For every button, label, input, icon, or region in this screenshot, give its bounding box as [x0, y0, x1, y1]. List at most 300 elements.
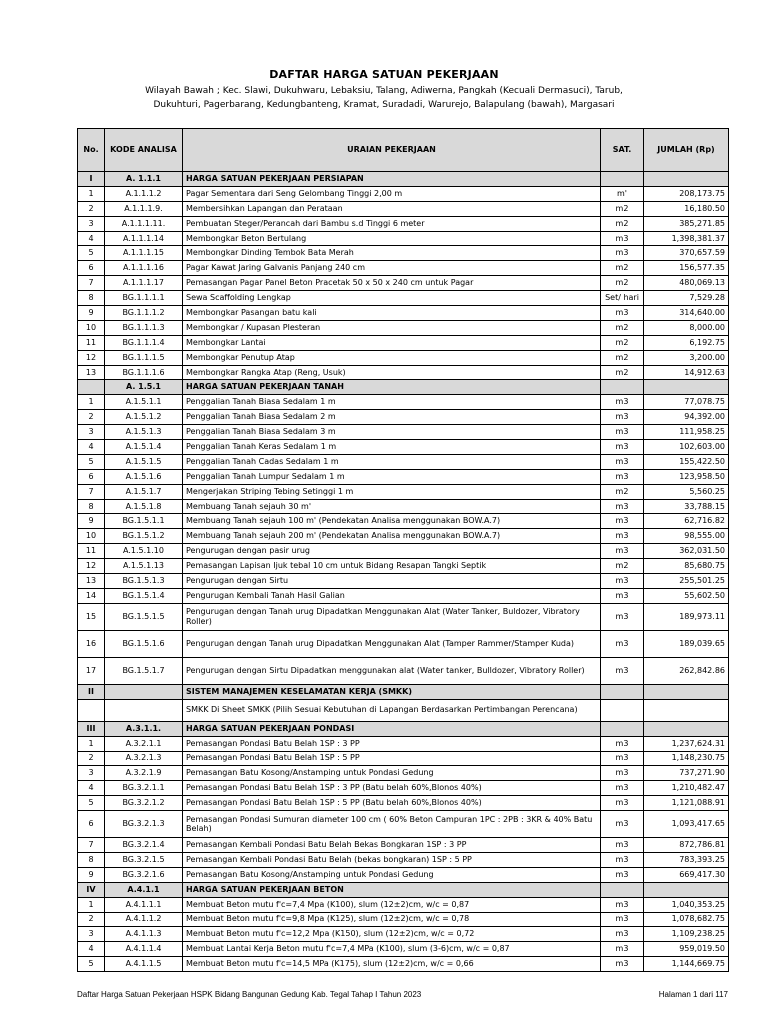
cell-no: 13	[78, 365, 105, 380]
cell-unit: m3	[601, 603, 644, 630]
cell-amount: 1,398,381.37	[644, 231, 729, 246]
cell-code: A.1.5.1.13	[105, 559, 183, 574]
cell-unit: m3	[601, 927, 644, 942]
cell-code: BG.1.5.1.4	[105, 588, 183, 603]
cell-desc: Membuat Beton mutu f'c=7,4 Mpa (K100), slum (12±2)cm, w/c = 0,87	[183, 897, 601, 912]
cell-desc: Pemasangan Pondasi Sumuran diameter 100 cm ( 60% Beton Campuran 1PC : 2PB : 3KR & 40% Batu Belah)	[183, 811, 601, 838]
cell-amount: 1,040,353.25	[644, 897, 729, 912]
cell-desc: Membersihkan Lapangan dan Perataan	[183, 201, 601, 216]
cell-amount: 783,393.25	[644, 852, 729, 867]
table-row	[78, 559, 729, 574]
cell-unit: m3	[601, 306, 644, 321]
cell-amount: 155,422.50	[644, 454, 729, 469]
cell-desc: Pemasangan Kembali Pondasi Batu Belah Bekas Bongkaran 1SP : 3 PP	[183, 838, 601, 853]
cell-code: BG.3.2.1.3	[105, 811, 183, 838]
table-row	[78, 699, 729, 721]
cell-code: BG.1.5.1.2	[105, 529, 183, 544]
table-row	[78, 499, 729, 514]
cell-unit: m3	[601, 425, 644, 440]
table-row	[78, 927, 729, 942]
cell-desc: Pemasangan Pondasi Batu Belah 1SP : 5 PP	[183, 751, 601, 766]
table-row	[78, 365, 729, 380]
cell-amount: 314,640.00	[644, 306, 729, 321]
cell-code	[105, 684, 183, 699]
cell-code: BG.1.1.1.3	[105, 320, 183, 335]
cell-code: BG.1.5.1.1	[105, 514, 183, 529]
cell-code: A.1.5.1.10	[105, 544, 183, 559]
cell-amount: 94,392.00	[644, 410, 729, 425]
cell-desc: Pemasangan Batu Kosong/Anstamping untuk Pondasi Gedung	[183, 867, 601, 882]
cell-desc: Membuang Tanah sejauh 100 m' (Pendekatan Analisa menggunakan BOW.A.7)	[183, 514, 601, 529]
cell-unit: Set/ hari	[601, 291, 644, 306]
cell-unit: m3	[601, 942, 644, 957]
cell-amount: 385,271.85	[644, 216, 729, 231]
cell-no: 2	[78, 912, 105, 927]
cell-amount: 62,716.82	[644, 514, 729, 529]
cell-code: BG.1.1.1.5	[105, 350, 183, 365]
cell-code: A.4.1.1.1	[105, 897, 183, 912]
section-row	[78, 380, 729, 395]
cell-desc: HARGA SATUAN PEKERJAAN PONDASI	[183, 721, 601, 736]
cell-code: A.1.5.1.3	[105, 425, 183, 440]
cell-desc: Penggalian Tanah Lumpur Sedalam 1 m	[183, 469, 601, 484]
cell-no: 5	[78, 454, 105, 469]
cell-desc: Pembuatan Steger/Perancah dari Bambu s.d Tinggi 6 meter	[183, 216, 601, 231]
cell-amount	[644, 172, 729, 187]
cell-unit: m2	[601, 320, 644, 335]
table-row	[78, 912, 729, 927]
cell-desc: Membuang Tanah sejauh 200 m' (Pendekatan Analisa menggunakan BOW.A.7)	[183, 529, 601, 544]
cell-code: BG.1.5.1.3	[105, 574, 183, 589]
cell-code: A.1.5.1.1	[105, 395, 183, 410]
table-row	[78, 867, 729, 882]
table-row	[78, 897, 729, 912]
cell-unit: m3	[601, 781, 644, 796]
table-row	[78, 216, 729, 231]
cell-desc: Sewa Scaffolding Lengkap	[183, 291, 601, 306]
document-title: DAFTAR HARGA SATUAN PEKERJAAN	[269, 68, 499, 81]
region-line-1: Wilayah Bawah ; Kec. Slawi, Dukuhwaru, Lebaksiu, Talang, Adiwerna, Pangkah (Kecuali Dermasuci), Tarub,	[145, 86, 623, 96]
cell-code: A.3.1.1.	[105, 721, 183, 736]
cell-code: A.4.1.1.3	[105, 927, 183, 942]
table-row	[78, 657, 729, 684]
cell-desc: Pengurugan Kembali Tanah Hasil Galian	[183, 588, 601, 603]
cell-unit: m2	[601, 261, 644, 276]
cell-no: I	[78, 172, 105, 187]
table-row	[78, 942, 729, 957]
cell-no: 11	[78, 335, 105, 350]
cell-code: A.1.1.1.9.	[105, 201, 183, 216]
cell-no: 5	[78, 796, 105, 811]
cell-no: 9	[78, 867, 105, 882]
cell-code: BG.3.2.1.1	[105, 781, 183, 796]
cell-code: BG.3.2.1.6	[105, 867, 183, 882]
cell-unit	[601, 882, 644, 897]
cell-code: BG.1.1.1.2	[105, 306, 183, 321]
cell-no: 4	[78, 231, 105, 246]
price-table	[77, 128, 729, 972]
cell-code: BG.1.5.1.6	[105, 630, 183, 657]
table-row	[78, 852, 729, 867]
table-row	[78, 603, 729, 630]
cell-unit: m3	[601, 469, 644, 484]
cell-unit	[601, 172, 644, 187]
cell-code: A.3.2.1.3	[105, 751, 183, 766]
cell-amount: 959,019.50	[644, 942, 729, 957]
cell-unit: m3	[601, 751, 644, 766]
cell-desc: Pagar Kawat Jaring Galvanis Panjang 240 cm	[183, 261, 601, 276]
cell-desc: Membongkar / Kupasan Plesteran	[183, 320, 601, 335]
cell-no	[78, 699, 105, 721]
cell-desc: Pemasangan Pondasi Batu Belah 1SP : 3 PP	[183, 736, 601, 751]
section-row	[78, 684, 729, 699]
cell-unit: m3	[601, 838, 644, 853]
cell-no: 7	[78, 484, 105, 499]
table-row	[78, 514, 729, 529]
table-row	[78, 335, 729, 350]
cell-code	[105, 699, 183, 721]
cell-no: 4	[78, 942, 105, 957]
section-row	[78, 172, 729, 187]
cell-desc: Pagar Sementara dari Seng Gelombang Tinggi 2,00 m	[183, 186, 601, 201]
cell-unit: m3	[601, 811, 644, 838]
cell-desc: Membuat Beton mutu f'c=12,2 Mpa (K150), slum (12±2)cm, w/c = 0,72	[183, 927, 601, 942]
cell-amount: 189,039.65	[644, 630, 729, 657]
cell-amount: 14,912.63	[644, 365, 729, 380]
cell-code: BG.3.2.1.2	[105, 796, 183, 811]
cell-code: A.1.5.1.2	[105, 410, 183, 425]
cell-unit: m3	[601, 529, 644, 544]
cell-amount: 1,078,682.75	[644, 912, 729, 927]
cell-amount: 77,078.75	[644, 395, 729, 410]
cell-no: 7	[78, 838, 105, 853]
cell-unit: m'	[601, 186, 644, 201]
column-header-unit: SAT.	[601, 129, 644, 172]
page-number: Halaman 1 dari 117	[658, 990, 728, 999]
cell-desc: Penggalian Tanah Cadas Sedalam 1 m	[183, 454, 601, 469]
cell-desc: Penggalian Tanah Biasa Sedalam 2 m	[183, 410, 601, 425]
cell-no: 14	[78, 588, 105, 603]
cell-desc: Membuang Tanah sejauh 30 m'	[183, 499, 601, 514]
cell-no: 3	[78, 425, 105, 440]
cell-desc: Membongkar Pasangan batu kali	[183, 306, 601, 321]
cell-desc: Pengurugan dengan Sirtu	[183, 574, 601, 589]
cell-no: 16	[78, 630, 105, 657]
table-row	[78, 395, 729, 410]
table-row	[78, 736, 729, 751]
cell-unit: m3	[601, 454, 644, 469]
table-header-row	[78, 129, 729, 172]
cell-amount: 669,417.30	[644, 867, 729, 882]
cell-unit: m3	[601, 588, 644, 603]
cell-no: 15	[78, 603, 105, 630]
cell-amount: 7,529.28	[644, 291, 729, 306]
table-row	[78, 529, 729, 544]
cell-no: 10	[78, 320, 105, 335]
cell-code: BG.1.1.1.6	[105, 365, 183, 380]
cell-amount: 98,555.00	[644, 529, 729, 544]
cell-amount: 1,093,417.65	[644, 811, 729, 838]
cell-desc: Membuat Lantai Kerja Beton mutu f'c=7,4 MPa (K100), slum (3-6)cm, w/c = 0,87	[183, 942, 601, 957]
table-row	[78, 454, 729, 469]
table-row	[78, 838, 729, 853]
table-row	[78, 291, 729, 306]
cell-amount: 111,958.25	[644, 425, 729, 440]
cell-unit: m3	[601, 410, 644, 425]
cell-desc: Membongkar Penutup Atap	[183, 350, 601, 365]
cell-desc: Pemasangan Pondasi Batu Belah 1SP : 5 PP (Batu belah 60%,Blonos 40%)	[183, 796, 601, 811]
cell-desc: Membuat Beton mutu f'c=14,5 MPa (K175), slum (12±2)cm, w/c = 0,66	[183, 957, 601, 972]
cell-code: A. 1.1.1	[105, 172, 183, 187]
cell-desc: Membongkar Rangka Atap (Reng, Usuk)	[183, 365, 601, 380]
cell-unit: m2	[601, 484, 644, 499]
cell-no: 2	[78, 201, 105, 216]
cell-amount: 1,148,230.75	[644, 751, 729, 766]
cell-unit: m2	[601, 201, 644, 216]
cell-no: 12	[78, 350, 105, 365]
table-row	[78, 276, 729, 291]
cell-code: A.1.5.1.4	[105, 440, 183, 455]
cell-desc: Membongkar Lantai	[183, 335, 601, 350]
cell-no: 2	[78, 751, 105, 766]
cell-amount: 8,000.00	[644, 320, 729, 335]
cell-unit: m3	[601, 736, 644, 751]
table-row	[78, 781, 729, 796]
cell-code: BG.3.2.1.4	[105, 838, 183, 853]
cell-unit: m2	[601, 335, 644, 350]
cell-amount: 156,577.35	[644, 261, 729, 276]
cell-unit: m3	[601, 867, 644, 882]
table-row	[78, 201, 729, 216]
cell-code: A. 1.5.1	[105, 380, 183, 395]
region-line-2: Dukuhturi, Pagerbarang, Kedungbanteng, Kramat, Suradadi, Warurejo, Balapulang (bawah), Margasari	[153, 100, 615, 110]
cell-unit	[601, 721, 644, 736]
cell-amount: 33,788.15	[644, 499, 729, 514]
column-header-desc: URAIAN PEKERJAAN	[183, 129, 601, 172]
table-row	[78, 574, 729, 589]
cell-no: II	[78, 684, 105, 699]
cell-unit: m3	[601, 231, 644, 246]
cell-code: A.4.1.1.4	[105, 942, 183, 957]
cell-no: 3	[78, 216, 105, 231]
cell-amount: 872,786.81	[644, 838, 729, 853]
cell-desc: SMKK Di Sheet SMKK (Pilih Sesuai Kebutuhan di Lapangan Berdasarkan Pertimbangan Perencana)	[183, 699, 601, 721]
cell-amount: 362,031.50	[644, 544, 729, 559]
cell-desc: Penggalian Tanah Biasa Sedalam 3 m	[183, 425, 601, 440]
cell-code: BG.1.5.1.5	[105, 603, 183, 630]
cell-unit: m3	[601, 246, 644, 261]
table-body	[78, 172, 729, 972]
cell-amount: 208,173.75	[644, 186, 729, 201]
cell-desc: Pemasangan Pondasi Batu Belah 1SP : 3 PP (Batu belah 60%,Blonos 40%)	[183, 781, 601, 796]
section-row	[78, 882, 729, 897]
cell-no: 4	[78, 440, 105, 455]
cell-unit: m2	[601, 365, 644, 380]
cell-code: A.4.1.1.2	[105, 912, 183, 927]
cell-code: A.1.1.1.15	[105, 246, 183, 261]
cell-unit: m2	[601, 216, 644, 231]
cell-no: 12	[78, 559, 105, 574]
cell-unit: m2	[601, 559, 644, 574]
table-row	[78, 246, 729, 261]
cell-code: A.1.5.1.6	[105, 469, 183, 484]
cell-code: A.3.2.1.1	[105, 736, 183, 751]
cell-amount: 189,973.11	[644, 603, 729, 630]
cell-desc: Membongkar Dinding Tembok Bata Merah	[183, 246, 601, 261]
table-row	[78, 811, 729, 838]
table-row	[78, 588, 729, 603]
cell-no: 9	[78, 306, 105, 321]
cell-amount: 480,069.13	[644, 276, 729, 291]
cell-no: 1	[78, 736, 105, 751]
cell-code: A.3.2.1.9	[105, 766, 183, 781]
table-row	[78, 231, 729, 246]
table-row	[78, 630, 729, 657]
cell-amount	[644, 699, 729, 721]
cell-desc: Pemasangan Batu Kosong/Anstamping untuk Pondasi Gedung	[183, 766, 601, 781]
cell-amount: 55,602.50	[644, 588, 729, 603]
cell-unit: m3	[601, 912, 644, 927]
cell-code: A.1.5.1.7	[105, 484, 183, 499]
table-row	[78, 766, 729, 781]
cell-amount: 1,144,669.75	[644, 957, 729, 972]
cell-amount: 1,121,088.91	[644, 796, 729, 811]
cell-unit: m3	[601, 630, 644, 657]
cell-no	[78, 380, 105, 395]
cell-amount	[644, 684, 729, 699]
cell-unit: m3	[601, 766, 644, 781]
cell-no: 5	[78, 246, 105, 261]
cell-unit: m3	[601, 514, 644, 529]
cell-no: 2	[78, 410, 105, 425]
section-row	[78, 721, 729, 736]
cell-desc: Pengurugan dengan pasir urug	[183, 544, 601, 559]
cell-unit: m3	[601, 499, 644, 514]
cell-no: 1	[78, 186, 105, 201]
cell-amount: 262,842.86	[644, 657, 729, 684]
cell-no: 8	[78, 499, 105, 514]
cell-amount: 3,200.00	[644, 350, 729, 365]
cell-unit: m3	[601, 395, 644, 410]
table-row	[78, 957, 729, 972]
cell-unit: m2	[601, 276, 644, 291]
cell-unit	[601, 699, 644, 721]
cell-unit: m3	[601, 852, 644, 867]
table-row	[78, 469, 729, 484]
cell-code: BG.1.1.1.4	[105, 335, 183, 350]
cell-desc: SISTEM MANAJEMEN KESELAMATAN KERJA (SMKK)	[183, 684, 601, 699]
table-row	[78, 796, 729, 811]
cell-desc: Penggalian Tanah Keras Sedalam 1 m	[183, 440, 601, 455]
table-row	[78, 306, 729, 321]
cell-amount: 1,210,482.47	[644, 781, 729, 796]
cell-no: 13	[78, 574, 105, 589]
cell-amount: 255,501.25	[644, 574, 729, 589]
cell-desc: Pemasangan Kembali Pondasi Batu Belah (bekas bongkaran) 1SP : 5 PP	[183, 852, 601, 867]
cell-unit: m2	[601, 350, 644, 365]
table-row	[78, 751, 729, 766]
cell-desc: Mengerjakan Striping Tebing Setinggi 1 m	[183, 484, 601, 499]
cell-no: 5	[78, 957, 105, 972]
cell-desc: Pengurugan dengan Tanah urug Dipadatkan Menggunakan Alat (Water Tanker, Buldozer, Vibratory Roller)	[183, 603, 601, 630]
table-row	[78, 320, 729, 335]
cell-code: A.1.1.1.2	[105, 186, 183, 201]
cell-code: A.1.1.1.14	[105, 231, 183, 246]
cell-amount: 5,560.25	[644, 484, 729, 499]
cell-no: 8	[78, 291, 105, 306]
cell-no: 7	[78, 276, 105, 291]
cell-amount: 102,603.00	[644, 440, 729, 455]
column-header-no: No.	[78, 129, 105, 172]
cell-amount: 123,958.50	[644, 469, 729, 484]
cell-no: 3	[78, 766, 105, 781]
table-row	[78, 544, 729, 559]
cell-unit: m3	[601, 657, 644, 684]
cell-no: 17	[78, 657, 105, 684]
cell-no: 1	[78, 395, 105, 410]
cell-code: A.4.1.1	[105, 882, 183, 897]
cell-no: 11	[78, 544, 105, 559]
column-header-amount: JUMLAH (Rp)	[644, 129, 729, 172]
cell-no: 4	[78, 781, 105, 796]
cell-desc: Pengurugan dengan Sirtu Dipadatkan menggunakan alat (Water tanker, Bulldozer, Vibratory Roller)	[183, 657, 601, 684]
cell-desc: Pemasangan Lapisan Ijuk tebal 10 cm untuk Bidang Resapan Tangki Septik	[183, 559, 601, 574]
cell-amount	[644, 380, 729, 395]
cell-amount: 737,271.90	[644, 766, 729, 781]
cell-code: A.1.5.1.5	[105, 454, 183, 469]
cell-unit	[601, 380, 644, 395]
table-row	[78, 186, 729, 201]
cell-no: 8	[78, 852, 105, 867]
cell-code: A.1.1.1.17	[105, 276, 183, 291]
cell-amount: 1,109,238.25	[644, 927, 729, 942]
cell-unit: m3	[601, 574, 644, 589]
table-row	[78, 484, 729, 499]
cell-amount: 6,192.75	[644, 335, 729, 350]
cell-amount: 370,657.59	[644, 246, 729, 261]
cell-no: IV	[78, 882, 105, 897]
cell-no: 10	[78, 529, 105, 544]
cell-code: A.4.1.1.5	[105, 957, 183, 972]
cell-amount: 85,680.75	[644, 559, 729, 574]
cell-code: BG.1.1.1.1	[105, 291, 183, 306]
column-header-code: KODE ANALISA	[105, 129, 183, 172]
cell-code: A.1.5.1.8	[105, 499, 183, 514]
table-row	[78, 350, 729, 365]
cell-desc: Pengurugan dengan Tanah urug Dipadatkan Menggunakan Alat (Tamper Rammer/Stamper Kuda)	[183, 630, 601, 657]
cell-no: 6	[78, 469, 105, 484]
cell-unit	[601, 684, 644, 699]
cell-code: BG.3.2.1.5	[105, 852, 183, 867]
cell-desc: HARGA SATUAN PEKERJAAN PERSIAPAN	[183, 172, 601, 187]
cell-no: 6	[78, 811, 105, 838]
cell-code: A.1.1.1.11.	[105, 216, 183, 231]
cell-code: A.1.1.1.16	[105, 261, 183, 276]
cell-unit: m3	[601, 440, 644, 455]
cell-no: 6	[78, 261, 105, 276]
cell-no: 9	[78, 514, 105, 529]
cell-code: BG.1.5.1.7	[105, 657, 183, 684]
cell-desc: HARGA SATUAN PEKERJAAN TANAH	[183, 380, 601, 395]
cell-desc: Membongkar Beton Bertulang	[183, 231, 601, 246]
cell-amount	[644, 721, 729, 736]
footer-caption: Daftar Harga Satuan Pekerjaan HSPK Bidang Bangunan Gedung Kab. Tegal Tahap I Tahun 2023	[77, 990, 422, 999]
cell-amount: 16,180.50	[644, 201, 729, 216]
cell-unit: m3	[601, 897, 644, 912]
table-row	[78, 440, 729, 455]
cell-no: III	[78, 721, 105, 736]
cell-unit: m3	[601, 957, 644, 972]
